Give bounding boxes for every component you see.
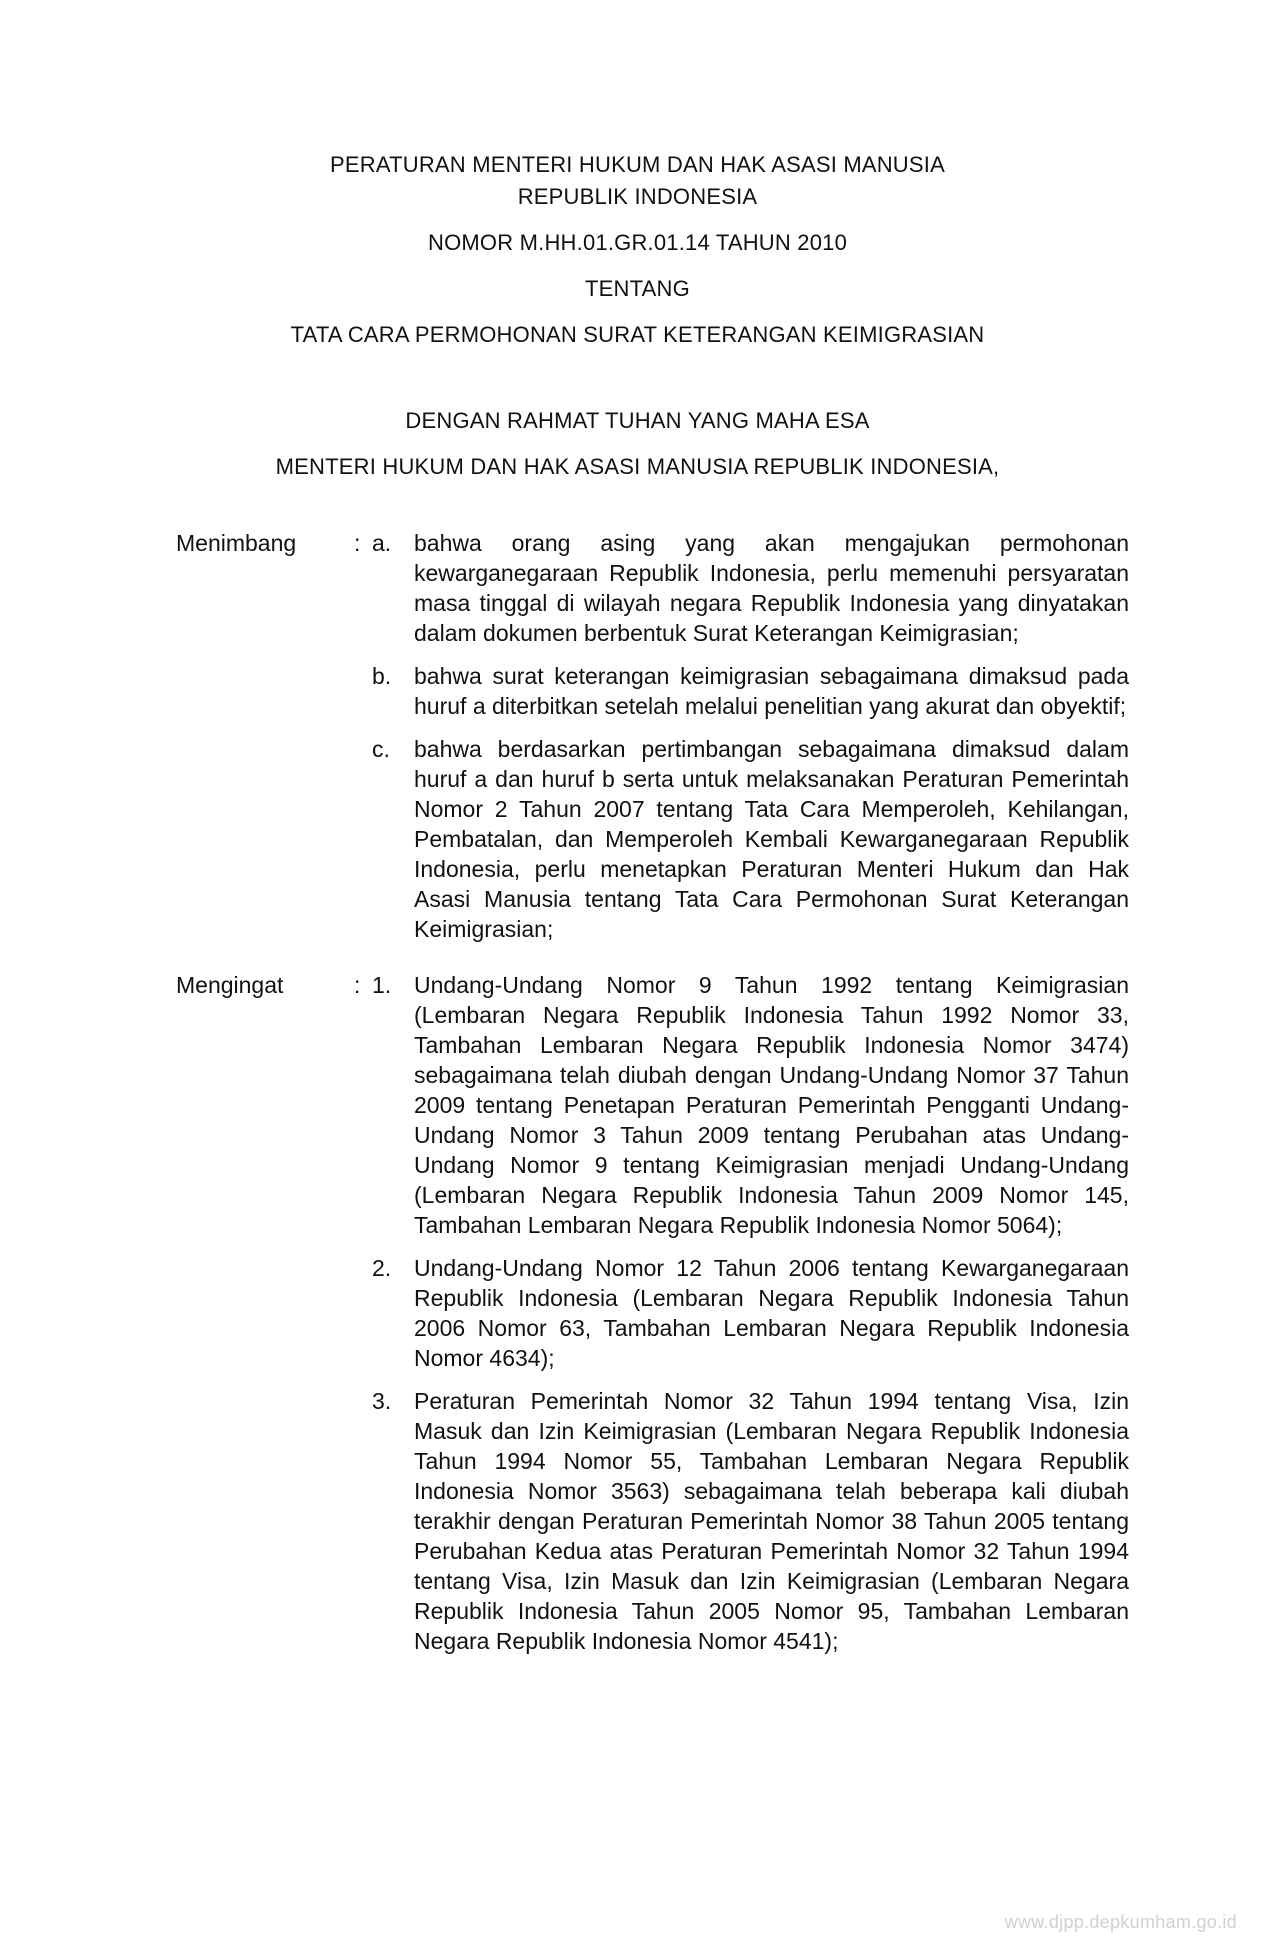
issuing-authority: MENTERI HUKUM DAN HAK ASASI MANUSIA REPUBLIK INDONESIA,: [275, 454, 1000, 479]
regulation-body: [176, 528, 1136, 1682]
item-marker: 1.: [372, 972, 392, 998]
item-marker: 3.: [372, 1388, 392, 1414]
item-text: bahwa surat keterangan keimigrasian sebagaimana dimaksud pada huruf a diterbitkan setelah melalui penelitian yang akurat dan obyektif;: [414, 663, 1129, 719]
item-text: Undang-Undang Nomor 9 Tahun 1992 tentang Keimigrasian (Lembaran Negara Republik Indonesia Tahun 1992 Nomor 33, Tambahan Lembaran Negara Republik Indonesia Nomor 3474) sebagaimana telah diubah dengan Undang-Undang Nomor 37 Tahun 2009 tentang Penetapan Peraturan Pemerintah Pengganti Undang-Undang Nomor 3 Tahun 2009 tentang Perubahan atas Undang-Undang Nomor 9 tentang Keimigrasian menjadi Undang-Undang (Lembaran Negara Republik Indonesia Tahun 2009 Nomor 145, Tambahan Lembaran Negara Republik Indonesia Nomor 5064);: [414, 972, 1129, 1238]
regulation-about: TENTANG: [585, 276, 690, 301]
menimbang-item: [176, 734, 1136, 944]
mengingat-colon: :: [354, 972, 361, 998]
invocation: DENGAN RAHMAT TUHAN YANG MAHA ESA: [405, 408, 870, 433]
item-text: Undang-Undang Nomor 12 Tahun 2006 tentang Kewarganegaraan Republik Indonesia (Lembaran Negara Republik Indonesia Tahun 2006 Nomor 63, Tambahan Lembaran Negara Republik Indonesia Nomor 4634);: [414, 1255, 1129, 1371]
menimbang-item: [176, 528, 1136, 648]
mengingat-item: [176, 970, 1136, 1240]
mengingat-item: [176, 1253, 1136, 1373]
regulation-subject: TATA CARA PERMOHONAN SURAT KETERANGAN KEIMIGRASIAN: [290, 322, 985, 347]
item-text: Peraturan Pemerintah Nomor 32 Tahun 1994 tentang Visa, Izin Masuk dan Izin Keimigrasian (Lembaran Negara Republik Indonesia Tahun 1994 Nomor 55, Tambahan Lembaran Negara Republik Indonesia Nomor 3563) sebagaimana telah beberapa kali diubah terakhir dengan Peraturan Pemerintah Nomor 38 Tahun 2005 tentang Perubahan Kedua atas Peraturan Pemerintah Nomor 32 Tahun 1994 tentang Visa, Izin Masuk dan Izin Keimigrasian (Lembaran Negara Republik Indonesia Tahun 2005 Nomor 95, Tambahan Lembaran Negara Republik Indonesia Nomor 4541);: [414, 1388, 1129, 1654]
item-marker: 2.: [372, 1255, 392, 1281]
regulation-header: [0, 148, 1275, 484]
menimbang-section: [176, 528, 1136, 944]
menimbang-label: Menimbang: [176, 530, 297, 556]
regulation-title-line1: PERATURAN MENTERI HUKUM DAN HAK ASASI MANUSIA: [330, 152, 945, 177]
website-watermark: www.djpp.depkumham.go.id: [1004, 1912, 1237, 1932]
menimbang-item: [176, 661, 1136, 721]
item-text: bahwa orang asing yang akan mengajukan permohonan kewarganegaraan Republik Indonesia, perlu memenuhi persyaratan masa tinggal di wilayah negara Republik Indonesia yang dinyatakan dalam dokumen berbentuk Surat Keterangan Keimigrasian;: [414, 530, 1129, 646]
item-marker: a.: [372, 530, 392, 556]
item-marker: b.: [372, 663, 392, 689]
regulation-title-line2: REPUBLIK INDONESIA: [517, 184, 758, 209]
menimbang-colon: :: [354, 530, 361, 556]
mengingat-label: Mengingat: [176, 972, 284, 998]
item-marker: c.: [372, 736, 390, 762]
item-text: bahwa berdasarkan pertimbangan sebagaimana dimaksud dalam huruf a dan huruf b serta untuk melaksanakan Peraturan Pemerintah Nomor 2 Tahun 2007 tentang Tata Cara Memperoleh, Kehilangan, Pembatalan, dan Memperoleh Kembali Kewarganegaraan Republik Indonesia, perlu menetapkan Peraturan Menteri Hukum dan Hak Asasi Manusia tentang Tata Cara Permohonan Surat Keterangan Keimigrasian;: [414, 736, 1129, 942]
mengingat-section: [176, 970, 1136, 1656]
regulation-number: NOMOR M.HH.01.GR.01.14 TAHUN 2010: [427, 230, 848, 255]
menimbang-list: [176, 528, 1136, 944]
mengingat-item: [176, 1386, 1136, 1656]
mengingat-list: [176, 970, 1136, 1656]
